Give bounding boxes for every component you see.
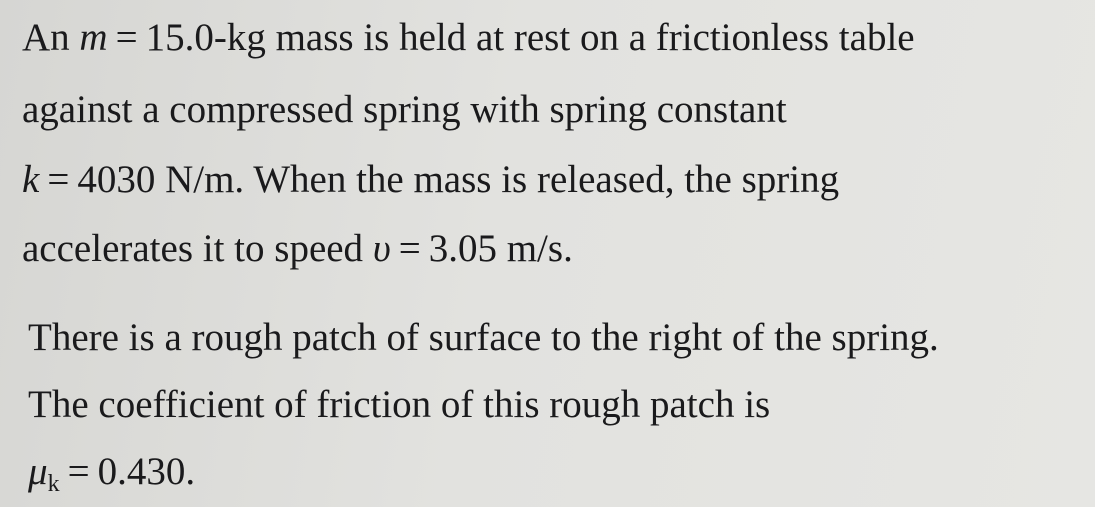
problem-line-4 bbox=[22, 229, 573, 268]
line-7-rest: 0.430. bbox=[97, 450, 196, 493]
problem-text bbox=[22, 0, 1082, 507]
line-4-prefix: accelerates it to speed bbox=[22, 227, 373, 270]
line-6-text: The coefficient of friction of this rough patch is bbox=[28, 383, 771, 426]
mass-variable: m bbox=[79, 16, 108, 59]
problem-line-6 bbox=[28, 385, 770, 424]
friction-coefficient-variable: μ bbox=[28, 450, 48, 493]
line-1-rest: 15.0-kg mass is held at rest on a frictionless table bbox=[145, 16, 915, 59]
problem-line-7 bbox=[28, 450, 196, 497]
line-4-rest: 3.05 m/s. bbox=[428, 227, 573, 270]
speed-variable: υ bbox=[372, 227, 391, 270]
problem-line-5 bbox=[28, 318, 939, 357]
line-3-rest: 4030 N/m. When the mass is released, the spring bbox=[77, 158, 840, 201]
problem-line-3 bbox=[22, 160, 839, 199]
line-5-text: There is a rough patch of surface to the right of the spring. bbox=[28, 316, 939, 359]
equals-sign: = bbox=[67, 450, 90, 493]
equals-sign: = bbox=[398, 227, 421, 270]
spring-constant-variable: k bbox=[22, 158, 40, 201]
equals-sign: = bbox=[115, 16, 138, 59]
line-1-prefix: An bbox=[22, 16, 80, 59]
problem-line-2 bbox=[22, 90, 787, 129]
friction-coefficient-subscript: k bbox=[47, 471, 60, 497]
equals-sign: = bbox=[47, 158, 70, 201]
problem-line-1 bbox=[22, 18, 915, 57]
line-2-text: against a compressed spring with spring constant bbox=[22, 88, 787, 131]
